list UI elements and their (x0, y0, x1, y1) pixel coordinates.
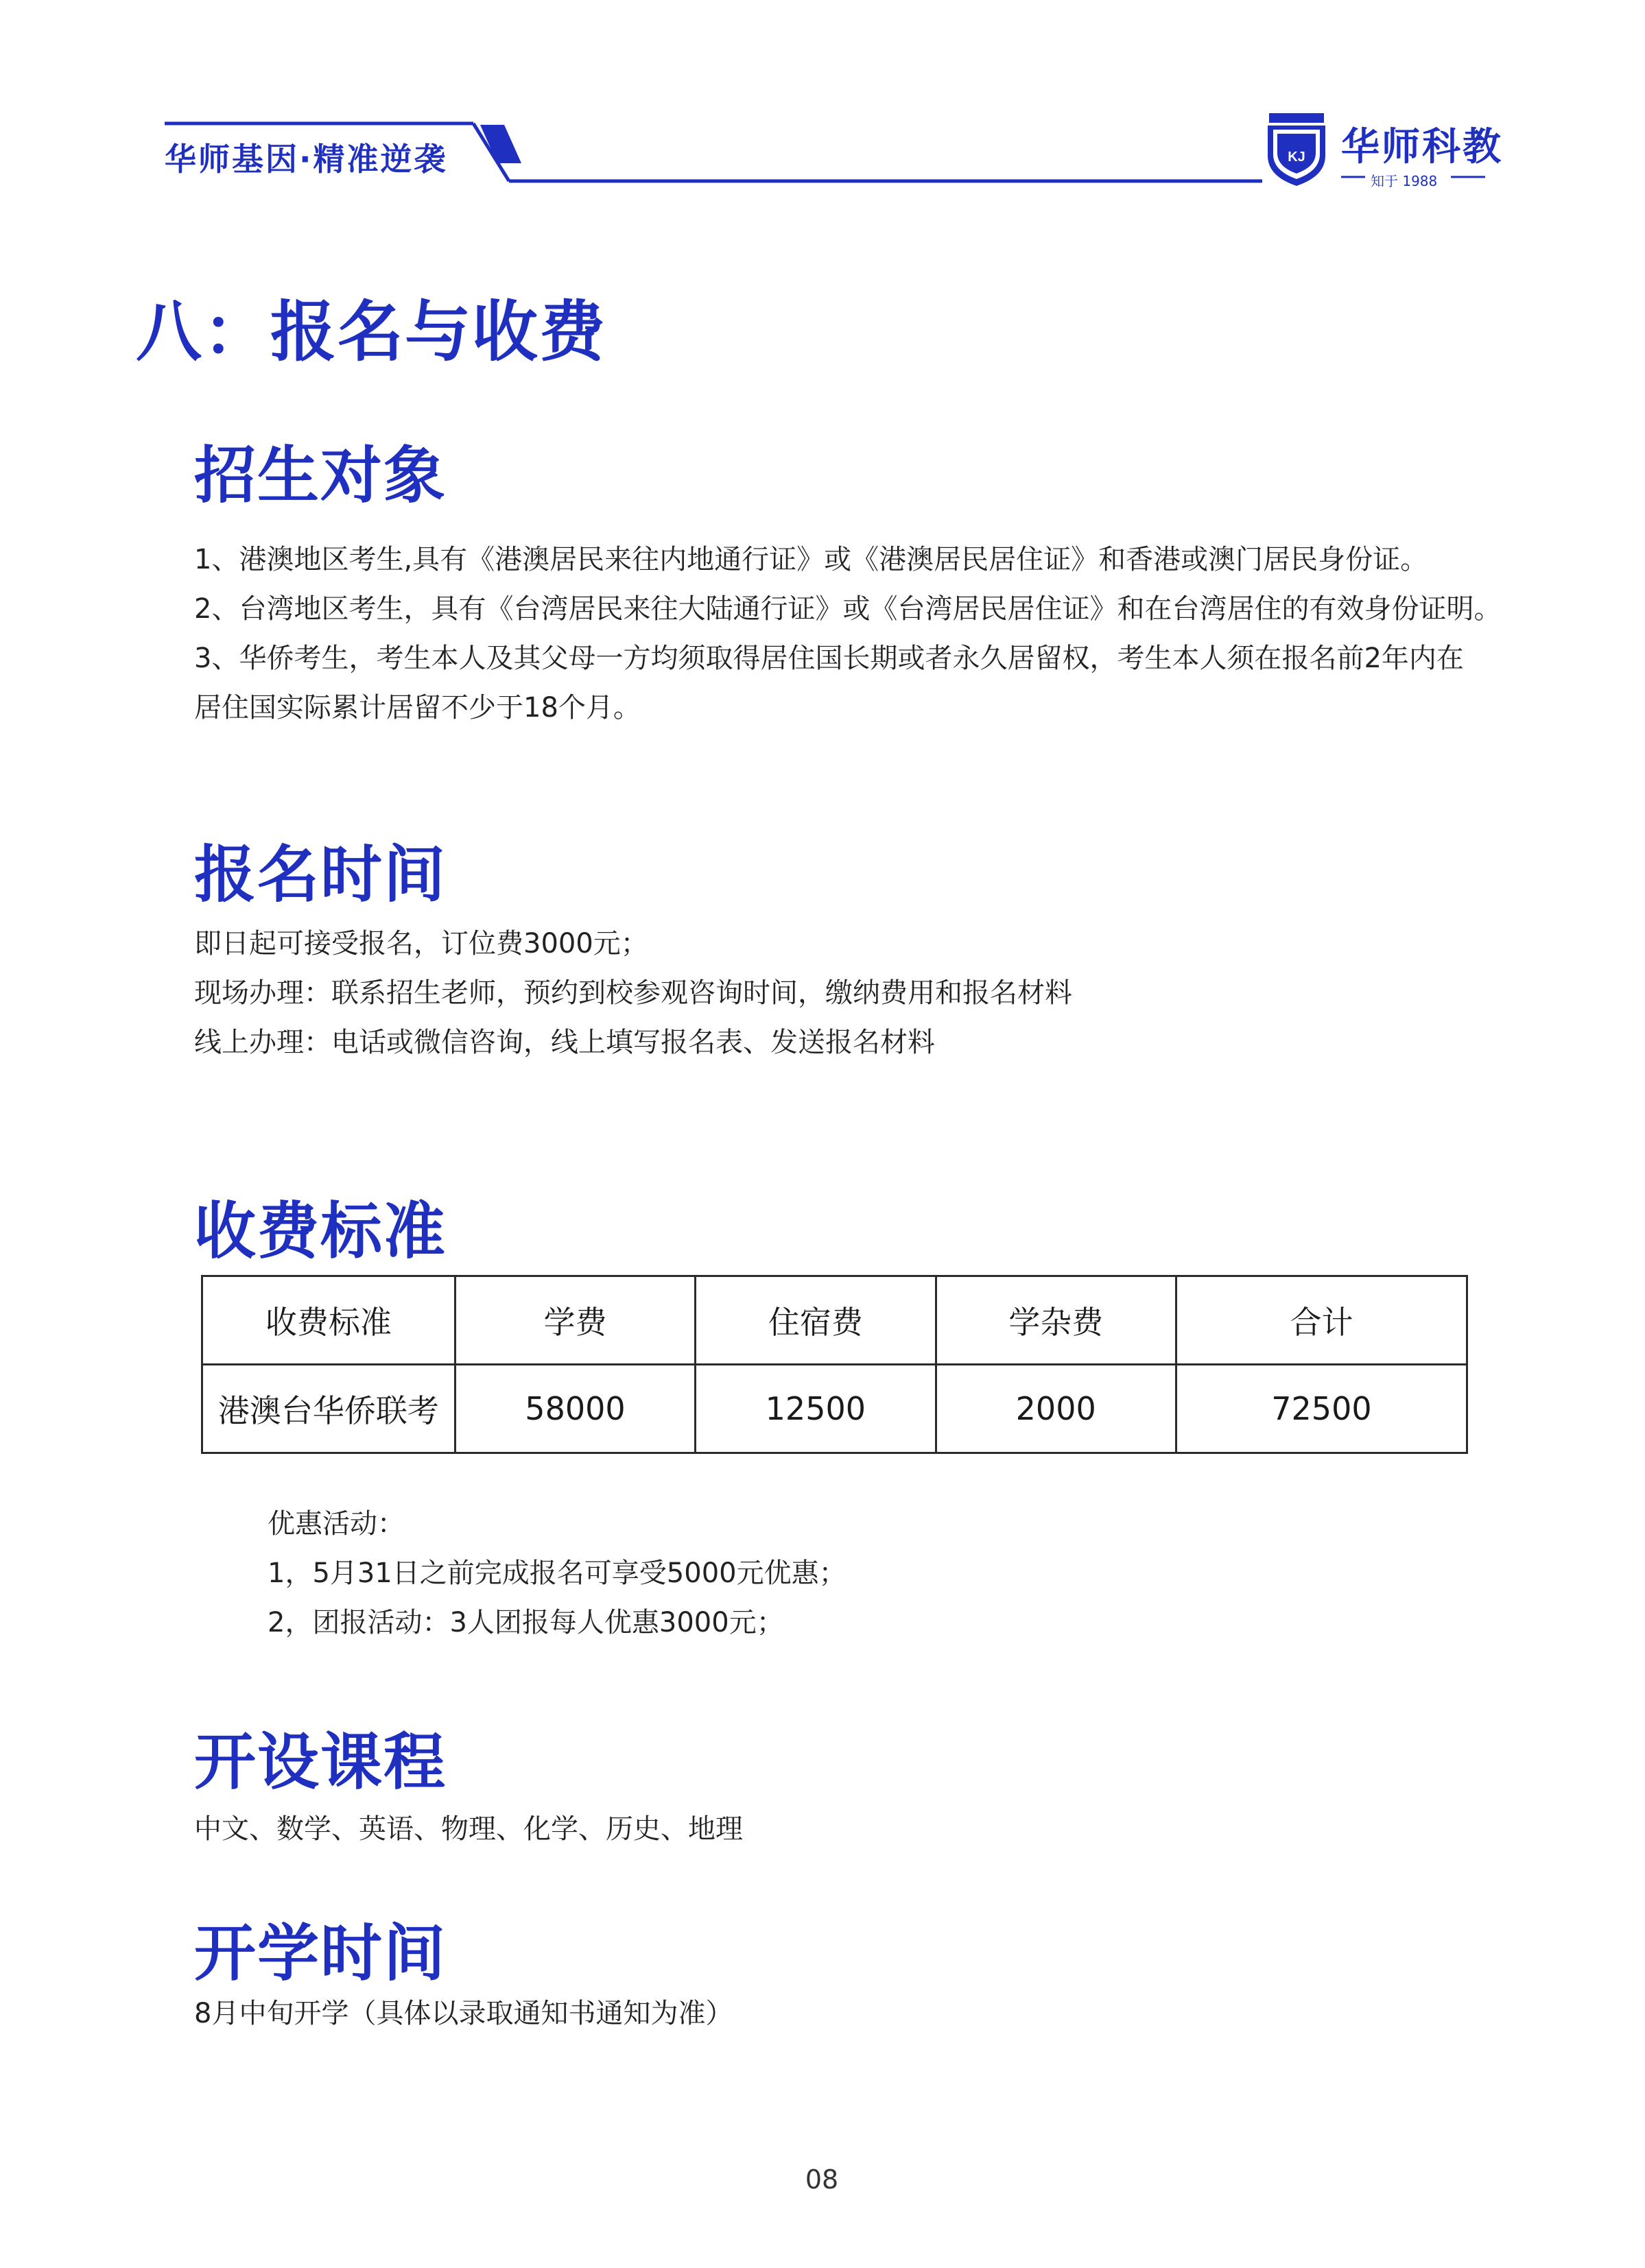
table-cell: 港澳台华侨联考 (202, 1365, 455, 1453)
discount-block (268, 1499, 847, 1647)
school-crest-logo (1262, 113, 1331, 189)
table-row (202, 1365, 1467, 1453)
table-cell: 58000 (455, 1365, 695, 1453)
logo-initials: KJ (1288, 150, 1305, 165)
table-cell: 2000 (936, 1365, 1176, 1453)
courses-text: 中文、数学、英语、物理、化学、历史、地理 (194, 1813, 743, 1845)
table-header-row (202, 1276, 1467, 1365)
discount-title: 优惠活动： (268, 1508, 405, 1540)
brand-name: 华师科教 (1341, 125, 1503, 169)
registration-line: 即日起可接受报名，订位费3000元； (194, 928, 648, 959)
eligibility-text (194, 535, 1501, 732)
discount-item: 2，团报活动：3人团报每人优惠3000元； (268, 1607, 784, 1638)
table-cell: 12500 (696, 1365, 936, 1453)
brand-established: 知于 1988 (1371, 173, 1438, 189)
page-title: 八：报名与收费 (136, 294, 606, 370)
table-header-cell: 住宿费 (696, 1276, 936, 1365)
fee-table (201, 1275, 1468, 1454)
table-header-cell: 合计 (1176, 1276, 1467, 1365)
table-header-cell: 学杂费 (936, 1276, 1176, 1365)
page-number: 08 (805, 2164, 839, 2195)
section-heading-courses: 开设课程 (194, 1726, 447, 1798)
section-heading-registration: 报名时间 (194, 839, 447, 911)
section-heading-start: 开学时间 (194, 1918, 447, 1990)
eligibility-line: 3、华侨考生，考生本人及其父母一方均须取得居住国长期或者永久居留权，考生本人须在报名前2年内在 (194, 643, 1464, 674)
table-header-cell: 学费 (455, 1276, 695, 1365)
eligibility-line: 1、港澳地区考生,具有《港澳居民来往内地通行证》或《港澳居民居住证》和香港或澳门居民身份证。 (194, 544, 1428, 575)
eligibility-line: 居住国实际累计居留不少于18个月。 (194, 692, 641, 724)
registration-line: 线上办理：电话或微信咨询，线上填写报名表、发送报名材料 (194, 1027, 935, 1058)
table-header-cell: 收费标准 (202, 1276, 455, 1365)
section-heading-fees: 收费标准 (194, 1195, 447, 1267)
eligibility-line: 2、台湾地区考生，具有《台湾居民来往大陆通行证》或《台湾居民居住证》和在台湾居住的有效身份证明。 (194, 593, 1502, 625)
registration-line: 现场办理：联系招生老师，预约到校参观咨询时间，缴纳费用和报名材料 (194, 977, 1072, 1009)
table-cell: 72500 (1176, 1365, 1467, 1453)
header-slogan: 华师基因·精准逆袭 (165, 141, 448, 178)
discount-item: 1，5月31日之前完成报名可享受5000元优惠； (268, 1557, 847, 1589)
registration-text (194, 919, 1072, 1067)
start-text: 8月中旬开学（具体以录取通知书通知为准） (194, 1998, 733, 2029)
section-heading-eligibility: 招生对象 (194, 440, 447, 512)
